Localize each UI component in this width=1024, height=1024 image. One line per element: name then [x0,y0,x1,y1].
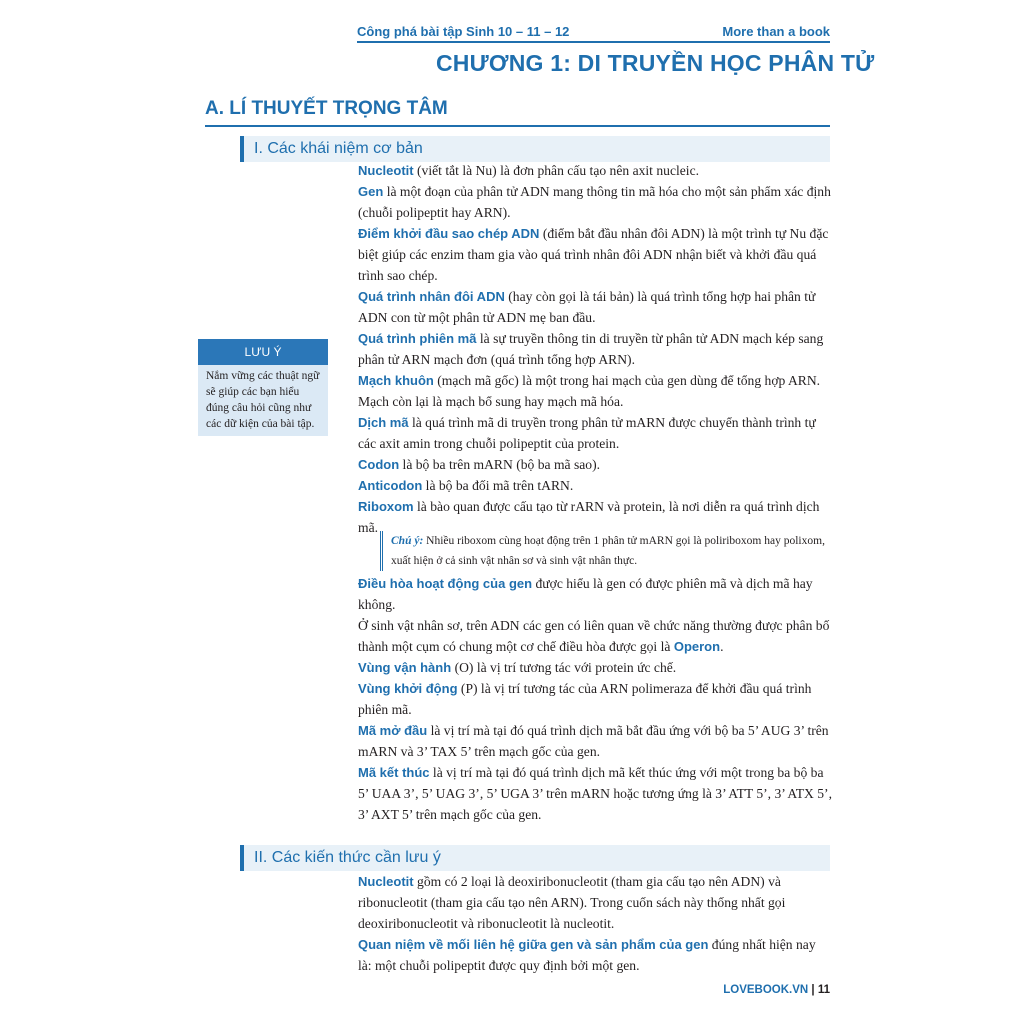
definition-anticodon [358,475,832,496]
term: Anticodon [358,478,423,493]
term: Codon [358,457,400,472]
subsection-2-heading [240,845,830,871]
term: Mã kết thúc [358,765,430,780]
definition-nucleotit [358,160,832,181]
term: Mã mở đầu [358,723,428,738]
definition-gene-regulation [358,573,832,615]
term: Nucleotit [358,874,414,889]
note-box [198,339,328,436]
header-book-title: Công phá bài tập Sinh 10 – 11 – 12 [357,24,570,39]
definition-text: là một đoạn của phân tử ADN mang thông tin mã hóa cho một sản phẩm xác định (chuỗi polipeptit hay ARN). [358,184,831,220]
subsection-2-title: II. Các kiến thức cần lưu ý [254,849,441,866]
definition-template-strand [358,370,832,412]
section-1-body-continued [358,573,832,825]
definition-stop-codon [358,762,832,825]
term: Quá trình phiên mã [358,331,477,346]
definition-text: là bộ ba trên mARN (bộ ba mã sao). [399,457,600,472]
definition-operon [358,615,832,657]
definition-text: (viết tắt là Nu) là đơn phân cấu tạo nên axit nucleic. [413,163,700,178]
chapter-title: CHƯƠNG 1: DI TRUYỀN HỌC PHÂN TỬ [436,50,875,76]
term: Quá trình nhân đôi ADN [358,289,505,304]
definition-text: được hiểu là gen có được phiên mã và dịch mã hay không. [358,576,813,612]
header-rule [357,41,830,43]
definition-text: là sự truyền thông tin di truyền từ phân tử ADN mạch kép sang phân tử ARN mạch đơn (quá trình tổng hợp ARN). [358,331,824,367]
subsection-1-title: I. Các khái niệm cơ bản [254,140,423,157]
term: Dịch mã [358,415,409,430]
term: Mạch khuôn [358,373,434,388]
page-footer [723,984,830,996]
definition-text: (hay còn gọi là tái bản) là quá trình tổng hợp hai phân tử ADN con từ một phân tử ADN mẹ ban đầu. [358,289,816,325]
term: Quan niệm về mối liên hệ giữa gen và sản phẩm của gen [358,937,709,952]
section-a-heading: A. LÍ THUYẾT TRỌNG TÂM [205,98,448,119]
definition-gene-product [358,934,832,976]
term: Điều hòa hoạt động của gen [358,576,533,591]
footer-site: LOVEBOOK.VN [723,984,809,996]
definition-text: (điểm bắt đầu nhân đôi ADN) là một trình tự Nu đặc biệt giúp các enzim tham gia vào quá trình nhân đôi ADN nhận biết và khởi đầu quá trình sao chép. [358,226,829,283]
definition-text: là bộ ba đối mã trên tARN. [422,478,574,493]
note-title: LƯU Ý [198,339,328,365]
note-text: Nắm vững các thuật ngữ sẽ giúp các bạn hiểu đúng câu hỏi cũng như các dữ kiện của bài tập. [206,370,320,430]
term: Operon [673,639,721,654]
definition-text: là vị trí mà tại đó quá trình dịch mã kết thúc ứng với một trong ba bộ ba 5’ UAA 3’, 5’ UAG 3’, 5’ UGA 3’ trên mARN hoặc tương ứng là 3’ ATT 5’, 3’ ATX 5’, 3’ AXT 5’ trên mạch gốc của gen. [358,765,832,822]
definition-start-codon [358,720,832,762]
definition-text: đúng nhất hiện nay là: một chuỗi polipeptit được quy định bởi một gen. [358,937,816,973]
definition-text: (O) là vị trí tương tác với protein ức chế. [451,660,677,675]
remark-label: Chú ý: [391,535,424,547]
term: Điểm khởi đầu sao chép ADN [358,226,540,241]
definition-replication-origin [358,223,832,286]
definition-text: (mạch mã gốc) là một trong hai mạch của gen dùng để tổng hợp ARN. Mạch còn lại là mạch bổ sung hay mạch mã hóa. [358,373,821,409]
definition-codon [358,454,832,475]
section-2-body [358,871,832,976]
definition-text: gồm có 2 loại là deoxiribonucleotit (tham gia cấu tạo nên ADN) và ribonucleotit (tham gia cấu tạo nên ARN). Trong cuốn sách này thống nhất gọi deoxiribonucleotit và ribonucleotit là nucleotit. [358,874,786,931]
term: Gen [358,184,384,199]
definition-text: là vị trí mà tại đó quá trình dịch mã bắt đầu ứng với bộ ba 5’ AUG 3’ trên mARN và 3’ TAX 5’ trên mạch gốc của gen. [358,723,829,759]
section-a-rule [205,125,830,127]
term: Riboxom [358,499,414,514]
term: Vùng vận hành [358,660,452,675]
term: Nucleotit [358,163,414,178]
page-number: | 11 [811,984,830,996]
definition-gen [358,181,832,223]
definition-text: là bào quan được cấu tạo từ rARN và protein, là nơi diễn ra quá trình dịch mã. [358,499,820,535]
definition-dna-replication [358,286,832,328]
subsection-1-heading [240,136,830,162]
definition-text: (P) là vị trí tương tác của ARN polimeraza để khởi đầu quá trình phiên mã. [358,681,812,717]
term: Vùng khởi động [358,681,458,696]
header-tagline: More than a book [722,24,830,39]
definition-text: là quá trình mã di truyền trong phân tử mARN được chuyển thành trình tự các axit amin trong chuỗi polipeptit của protein. [358,415,816,451]
definition-promoter [358,678,832,720]
definition-operator [358,657,832,678]
definition-translation [358,412,832,454]
definition-text: . [720,639,724,654]
definition-transcription [358,328,832,370]
remark-text: Nhiều riboxom cùng hoạt động trên 1 phân tử mARN gọi là poliriboxom hay polixom, xuất hiện ở cả sinh vật nhân sơ và sinh vật nhân thực. [391,535,825,567]
section-1-body [358,160,832,538]
definition-text: Ở sinh vật nhân sơ, trên ADN các gen có liên quan về chức năng thường được phân bố thành một cụm có chung một cơ chế điều hòa được gọi là [358,618,830,654]
remark-box [380,531,832,571]
definition-nucleotide-types [358,871,832,934]
